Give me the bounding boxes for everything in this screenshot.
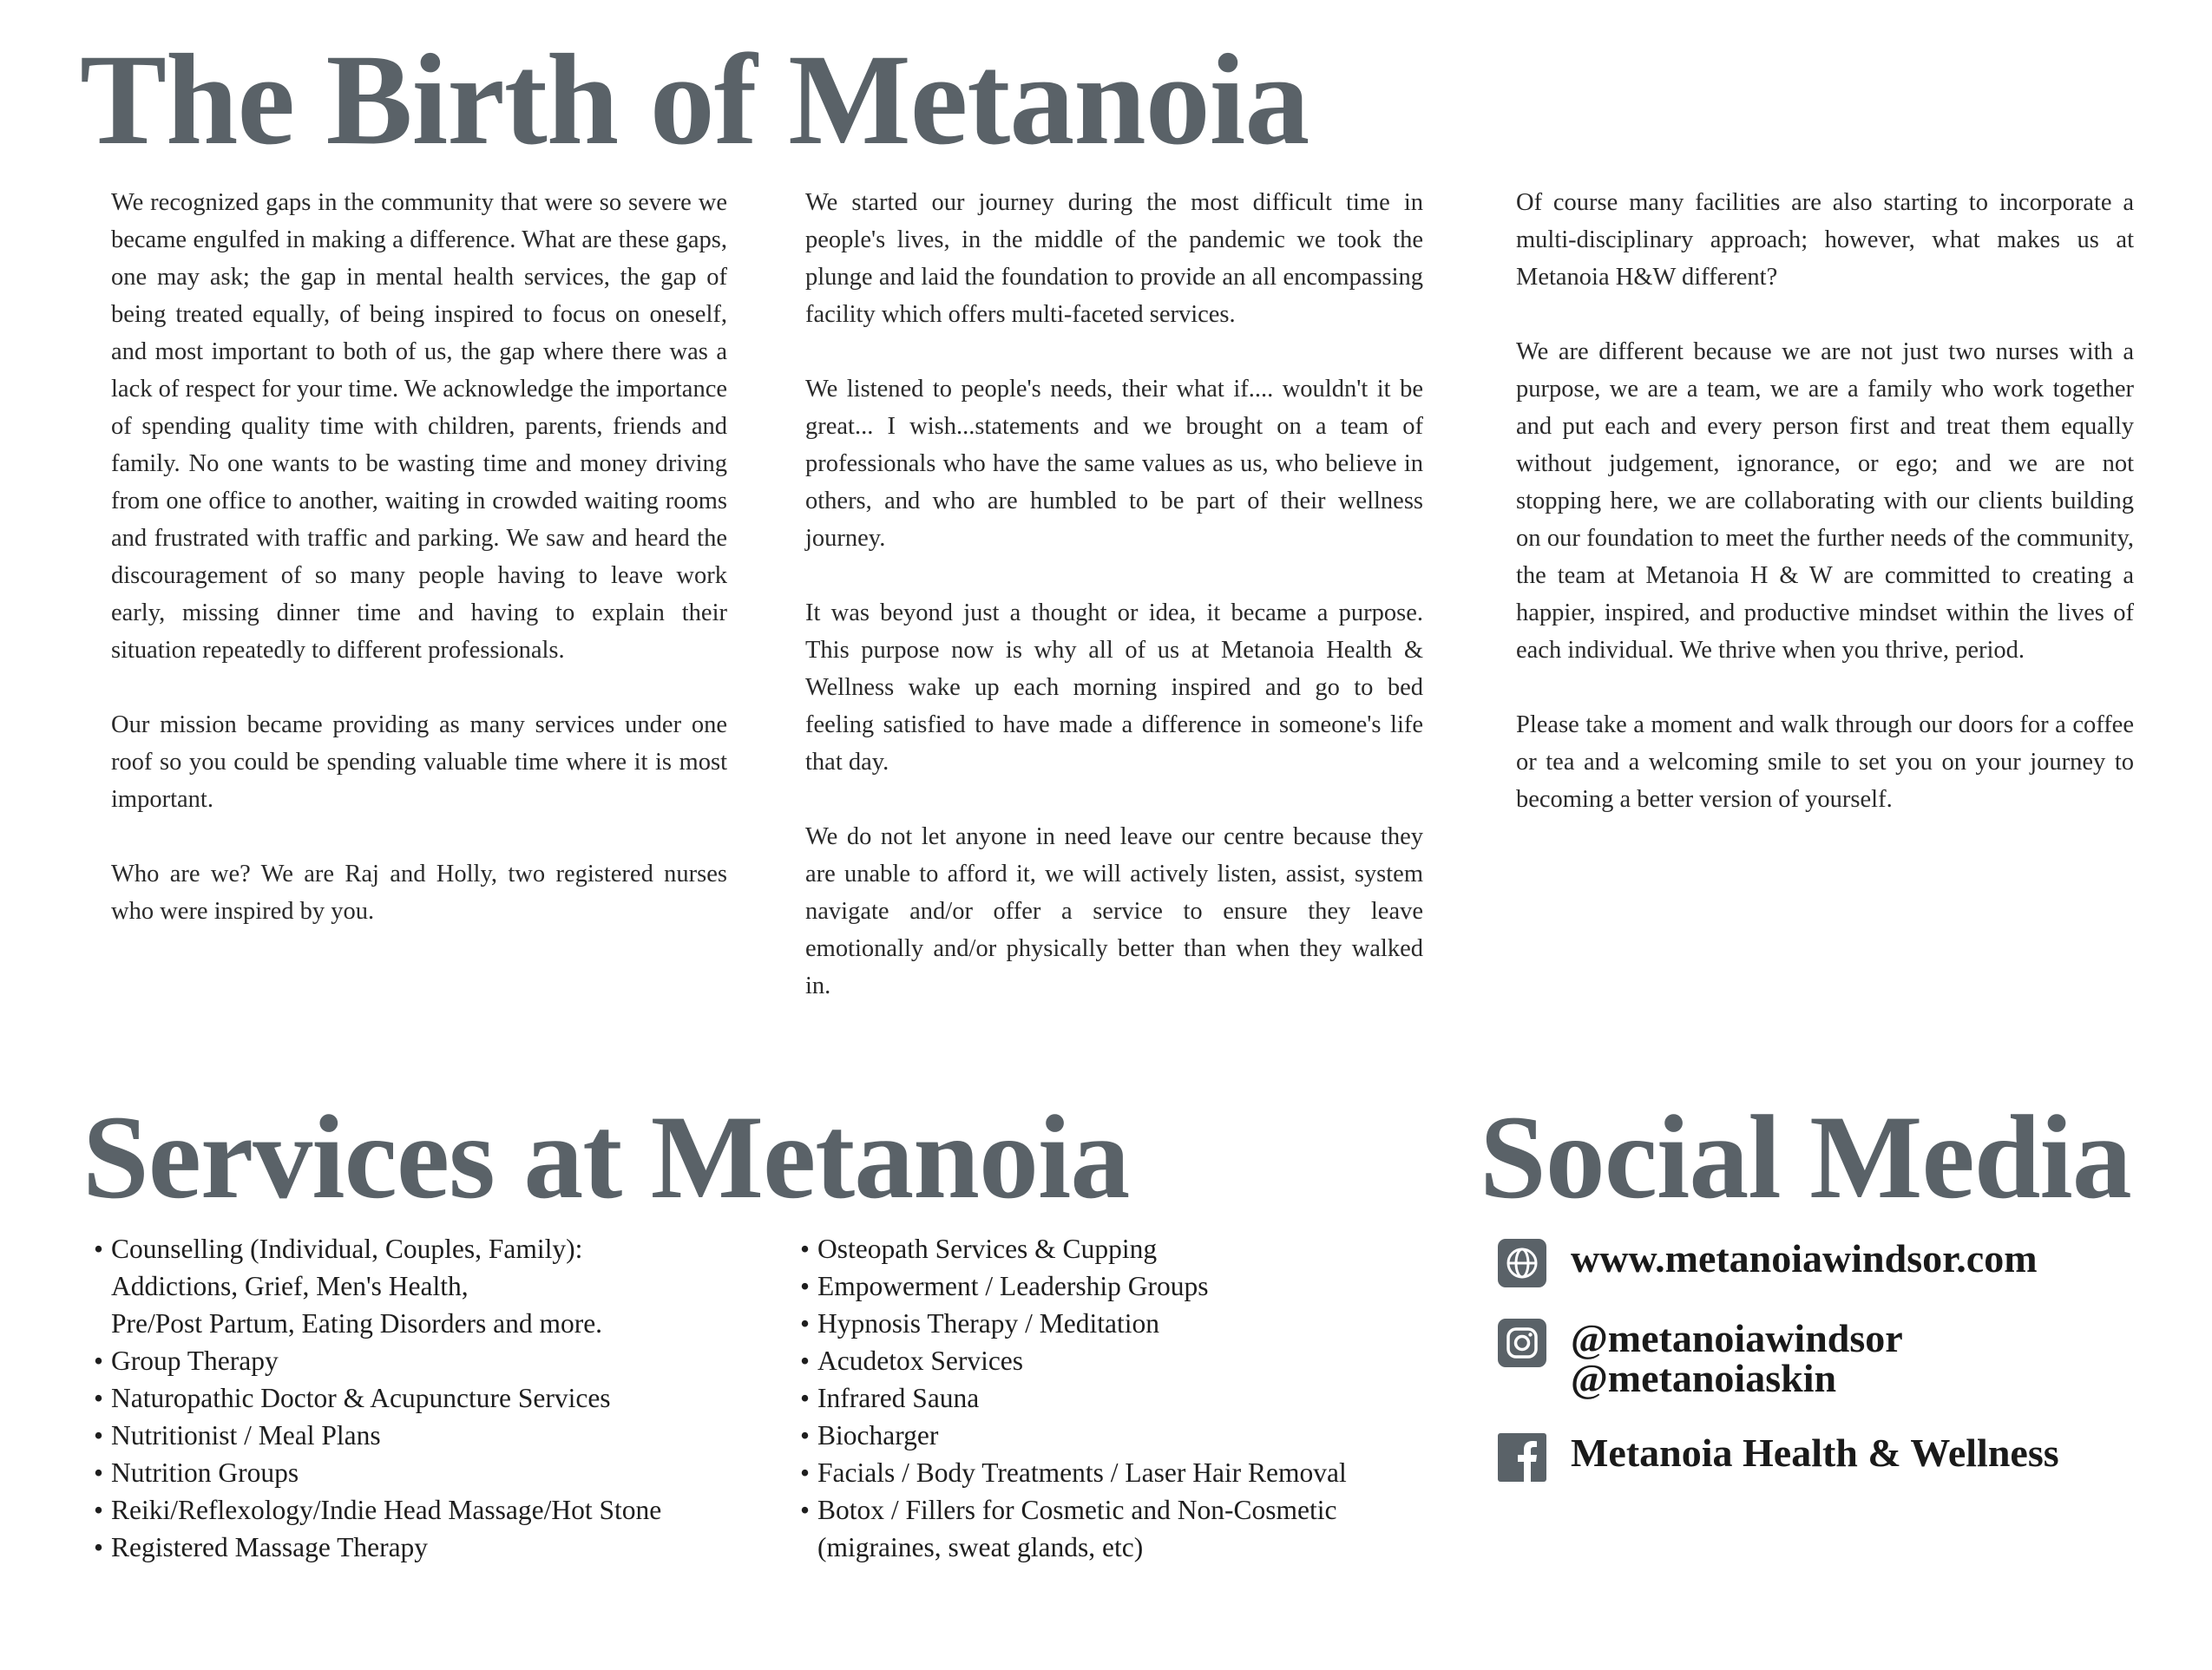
service-item (94, 1491, 661, 1529)
service-item (800, 1491, 1347, 1566)
service-label: Facials / Body Treatments / Laser Hair Removal (817, 1457, 1347, 1488)
service-detail: Pre/Post Partum, Eating Disorders and more. (111, 1308, 603, 1339)
globe-icon (1498, 1239, 1546, 1287)
instagram-handles[interactable] (1571, 1316, 1903, 1400)
instagram-icon (1498, 1319, 1546, 1367)
paragraph: We recognized gaps in the community that were so severe we became engulfed in making a difference. What are these gaps, one may ask; the gap in mental health services, the gap of being treated equally, of being inspired to focus on oneself, and most important to both of us, the gap where there was a lack of respect for your time. We acknowledge the importance of spending quality time with children, parents, friends and family. No one wants to be wasting time and money driving from one office to another, waiting in crowded waiting rooms and frustrated with traffic and parking. We saw and heard the discouragement of so many people having to leave work early, missing dinner time and having to explain their situation repeatedly to different professionals. (111, 189, 727, 664)
service-item (800, 1454, 1347, 1491)
story-column-2 (805, 184, 1423, 1042)
service-detail: Addictions, Grief, Men's Health, (111, 1271, 469, 1301)
instagram-handle[interactable]: @metanoiaskin (1571, 1356, 1837, 1400)
service-label: Nutritionist / Meal Plans (111, 1420, 381, 1451)
service-item (800, 1230, 1347, 1267)
services-list-left (94, 1230, 661, 1566)
paragraph: Who are we? We are Raj and Holly, two registered nurses who were inspired by you. (111, 861, 727, 925)
service-label: Infrared Sauna (817, 1383, 980, 1413)
social-media-title: Social Media (1480, 1090, 2131, 1223)
paragraph: We do not let anyone in need leave our centre because they are unable to afford it, we will actively listen, assist, system navigate and/or offer a service to ensure they leave emotionally and/or physically better than when they walked in. (805, 823, 1423, 999)
service-item (94, 1454, 661, 1491)
story-column-1 (111, 184, 727, 967)
service-item (800, 1305, 1347, 1342)
facebook-page[interactable]: Metanoia Health & Wellness (1571, 1431, 2059, 1475)
service-label: Naturopathic Doctor & Acupuncture Services (111, 1383, 611, 1413)
paragraph: We started our journey during the most difficult time in people's lives, in the middle of the pandemic we took the plunge and laid the foundation to provide an all encompassing facility which offers multi-faceted services. (805, 189, 1423, 328)
instagram-row[interactable] (1498, 1316, 1903, 1400)
paragraph: Our mission became providing as many services under one roof so you could be spending valuable time where it is most important. (111, 711, 727, 813)
birth-title: The Birth of Metanoia (80, 28, 1309, 172)
paragraph: It was beyond just a thought or idea, it became a purpose. This purpose now is why all of us at Metanoia Health & Wellness wake up each morning inspired and go to bed feeling satisfied to have made a difference in someone's life that day. (805, 599, 1423, 776)
facebook-icon (1498, 1433, 1546, 1482)
service-label: Botox / Fillers for Cosmetic and Non-Cosmetic (817, 1495, 1337, 1525)
service-label: Registered Massage Therapy (111, 1532, 429, 1562)
website-row[interactable] (1498, 1236, 2038, 1287)
facebook-row[interactable] (1498, 1433, 2059, 1482)
paragraph: Please take a moment and walk through our doors for a coffee or tea and a welcoming smile to set you on your journey to becoming a better version of yourself. (1516, 711, 2134, 813)
instagram-handle[interactable]: @metanoiawindsor (1571, 1316, 1903, 1360)
service-item (800, 1342, 1347, 1379)
service-label: Acudetox Services (817, 1346, 1024, 1376)
service-item (94, 1230, 661, 1342)
service-label: Biocharger (817, 1420, 939, 1451)
service-label: Osteopath Services & Cupping (817, 1234, 1158, 1264)
service-label: Counselling (Individual, Couples, Family): (111, 1234, 583, 1264)
services-list-right (800, 1230, 1347, 1566)
website-link[interactable]: www.metanoiawindsor.com (1571, 1236, 2038, 1280)
story-column-3 (1516, 184, 2134, 855)
service-label: Nutrition Groups (111, 1457, 299, 1488)
paragraph: We listened to people's needs, their what if.... wouldn't it be great... I wish...statements and we brought on a team of professionals who have the same values as us, who believe in others, and who are humbled to be part of their wellness journey. (805, 376, 1423, 552)
service-label: Empowerment / Leadership Groups (817, 1271, 1209, 1301)
service-item (94, 1417, 661, 1454)
service-item (94, 1342, 661, 1379)
services-title: Services at Metanoia (82, 1090, 1130, 1223)
service-detail: (migraines, sweat glands, etc) (817, 1532, 1144, 1562)
service-label: Group Therapy (111, 1346, 279, 1376)
service-label: Reiki/Reflexology/Indie Head Massage/Hot Stone (111, 1495, 662, 1525)
service-item (94, 1379, 661, 1417)
service-item (800, 1417, 1347, 1454)
service-item (94, 1529, 661, 1566)
paragraph: We are different because we are not just two nurses with a purpose, we are a team, we are a family who work together and put each and every person first and treat them equally without judgement, ignorance, or ego; and we are not stopping here, we are collaborating with our clients building on our foundation to meet the further needs of the community, the team at Metanoia H & W are committed to creating a happier, inspired, and productive mindset within the lives of each individual. We thrive when you thrive, period. (1516, 338, 2134, 664)
paragraph: Of course many facilities are also starting to incorporate a multi-disciplinary approach; however, what makes us at Metanoia H&W different? (1516, 189, 2134, 291)
service-item (800, 1379, 1347, 1417)
service-label: Hypnosis Therapy / Meditation (817, 1308, 1159, 1339)
service-item (800, 1267, 1347, 1305)
